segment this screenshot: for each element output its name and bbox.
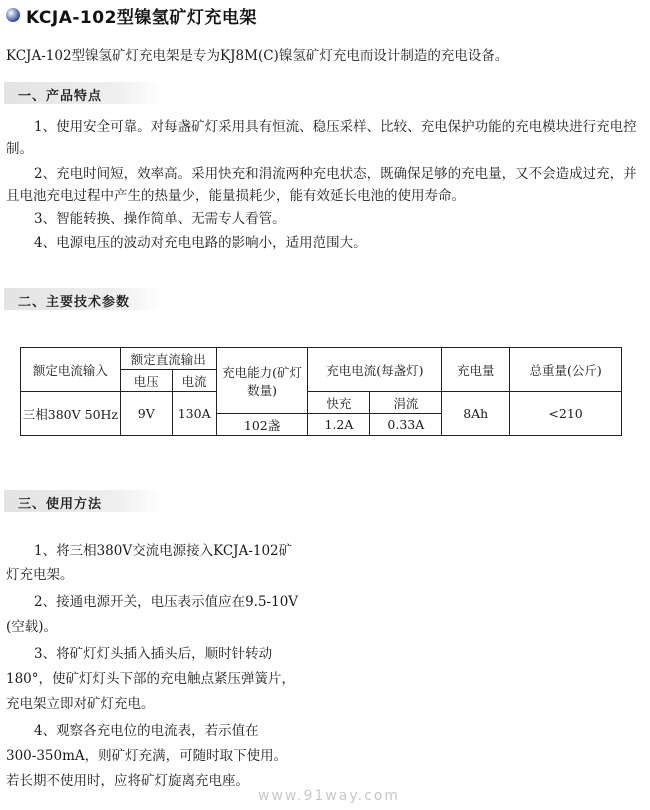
value-voltage: 9V xyxy=(120,392,172,436)
usage-line: 若长期不使用时，应将矿灯旋离充电座。 xyxy=(6,773,249,789)
usage-line: 180°，使矿灯灯头下部的充电触点紧压弹簧片， xyxy=(6,671,296,687)
usage-line: (空载)。 xyxy=(6,619,58,635)
header-charge-current: 充电电流(每盏灯) xyxy=(308,348,442,392)
feature-item: 1、使用安全可靠。对每盏矿灯采用具有恒流、稳压采样、比较、充电保护功能的充电模块进行充电控制。 xyxy=(6,119,637,157)
value-input: 三相380V 50Hz xyxy=(21,392,121,436)
bullet-icon xyxy=(6,8,20,22)
section-heading-usage: 三、使用方法 xyxy=(4,490,164,512)
usage-line: 300-350mA，则矿灯充满，可随时取下使用。 xyxy=(6,748,288,764)
usage-line: 4、观察各充电位的电流表，若示值在 xyxy=(34,723,259,739)
page-title xyxy=(6,4,257,26)
header-dc-output: 额定直流输出 xyxy=(120,348,216,370)
header-voltage: 电压 xyxy=(120,370,172,392)
header-weight: 总重量(公斤) xyxy=(510,348,622,392)
header-fast: 快充 xyxy=(308,392,370,414)
watermark: www.91way.com xyxy=(258,788,400,804)
intro-text: KCJA-102型镍氢矿灯充电架是专为KJ8M(C)镍氢矿灯充电而设计制造的充电设备。 xyxy=(6,48,509,64)
usage-line: 1、将三相380V交流电源接入KCJA-102矿 xyxy=(34,543,293,559)
section-heading-specs: 二、主要技术参数 xyxy=(4,288,164,310)
header-input: 额定电流输入 xyxy=(21,348,121,392)
feature-item: 4、电源电压的波动对充电电路的影响小，适用范围大。 xyxy=(34,235,367,251)
value-trickle: 0.33A xyxy=(370,414,442,436)
spec-table xyxy=(20,347,622,436)
page-title-text: KCJA-102型镍氢矿灯充电架 xyxy=(26,7,257,28)
usage-line: 2、接通电源开关，电压表示值应在9.5-10V xyxy=(34,594,299,610)
section-heading-features: 一、产品特点 xyxy=(4,82,164,104)
header-current: 电流 xyxy=(172,370,216,392)
feature-item: 3、智能转换、操作简单、无需专人看管。 xyxy=(34,211,286,227)
usage-line: 充电架立即对矿灯充电。 xyxy=(6,696,155,712)
value-capacity: 102盏 xyxy=(216,414,308,436)
value-charge-amount: 8Ah xyxy=(442,392,510,436)
usage-line: 3、将矿灯灯头插入插头后，顺时针转动 xyxy=(34,646,273,662)
value-current: 130A xyxy=(172,392,216,436)
usage-line: 灯充电架。 xyxy=(6,567,74,583)
header-trickle: 涓流 xyxy=(370,392,442,414)
value-weight: <210 xyxy=(510,392,622,436)
header-capacity: 充电能力(矿灯数量) xyxy=(216,348,308,414)
header-charge-amount: 充电量 xyxy=(442,348,510,392)
value-fast: 1.2A xyxy=(308,414,370,436)
feature-item: 2、充电时间短，效率高。采用快充和涓流两种充电状态，既确保足够的充电量，又不会造成过充，并且电池充电过程中产生的热量少，能量损耗少，能有效延长电池的使用寿命。 xyxy=(6,166,637,204)
